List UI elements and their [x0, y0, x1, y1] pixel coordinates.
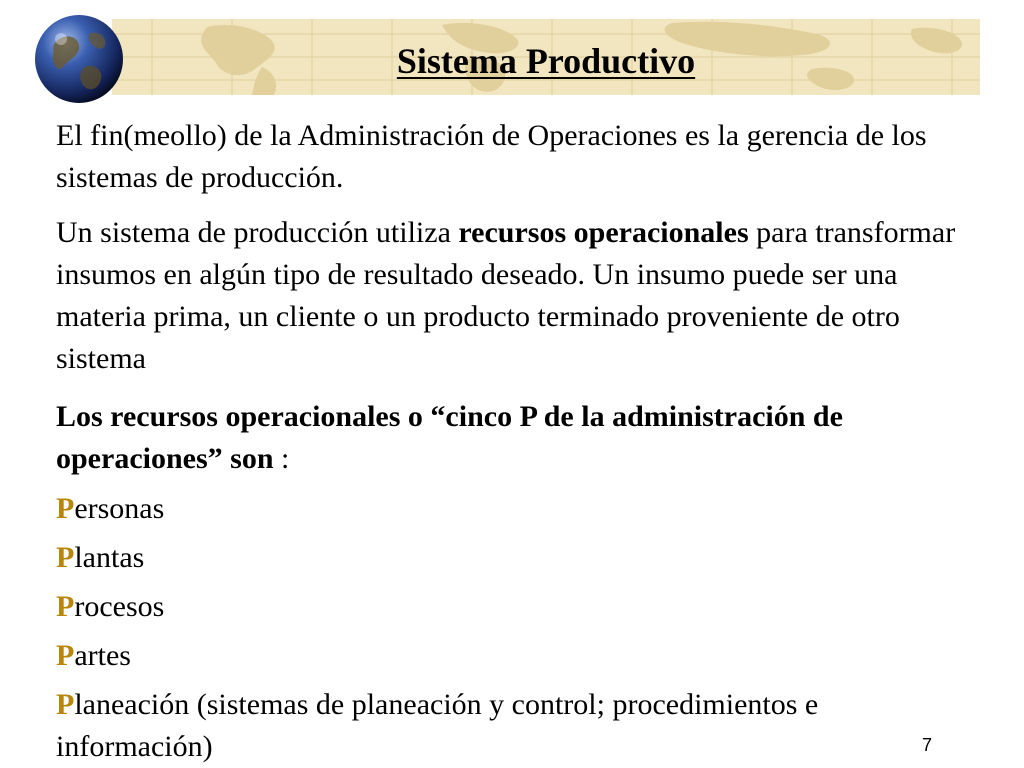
list-item — [56, 684, 976, 768]
p-letter: P — [56, 639, 75, 672]
slide-title: Sistema Productivo — [396, 41, 696, 81]
list-item — [56, 537, 976, 579]
p2-text-before: Un sistema de producción utiliza — [56, 216, 459, 249]
p-letter: P — [56, 688, 75, 721]
p-letter: P — [56, 541, 75, 574]
globe-icon — [33, 13, 125, 105]
list-item — [56, 635, 976, 677]
p3-tail: : — [273, 442, 290, 475]
list-item-text: ersonas — [74, 492, 165, 525]
list-item-text: lantas — [74, 541, 145, 574]
five-p-list — [56, 488, 976, 768]
page-number: 7 — [922, 735, 933, 755]
p3-bold-text: Los recursos operacionales o “cinco P de la administración de operaciones” son — [56, 400, 843, 475]
list-item-text: rocesos — [74, 590, 165, 623]
paragraph-production-system — [56, 212, 976, 380]
list-item-text: artes — [74, 639, 131, 672]
list-item-text: laneación (sistemas de planeación y control; procedimientos e información) — [56, 688, 819, 763]
list-item — [56, 586, 976, 628]
title-banner — [112, 19, 980, 95]
paragraph-five-p-intro — [56, 396, 976, 480]
list-item — [56, 488, 976, 530]
paragraph-intro: El fin(meollo) de la Administración de Operaciones es la gerencia de los sistemas de producción. — [56, 119, 927, 194]
p-letter: P — [56, 590, 75, 623]
p-letter: P — [56, 492, 75, 525]
p2-bold-term: recursos operacionales — [458, 216, 749, 249]
p2-text-after: para transformar insumos en algún tipo de resultado deseado. Un insumo puede ser una materia prima, un cliente o un producto terminado proveniente de otro sistema — [56, 216, 956, 375]
